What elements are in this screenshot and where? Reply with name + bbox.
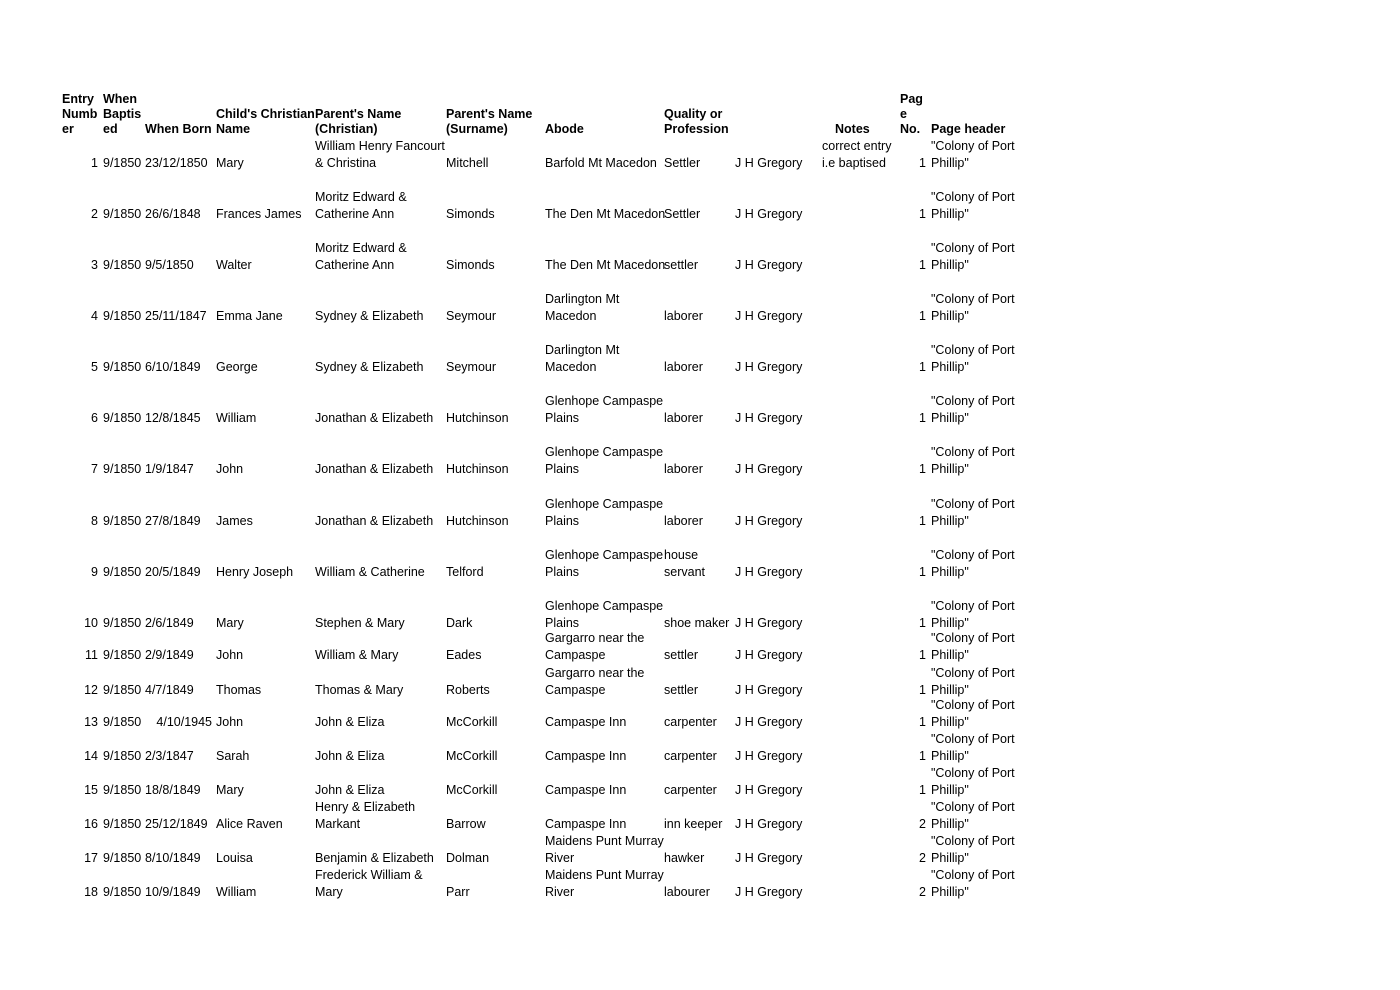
- abode-line: Darlington Mt: [545, 343, 620, 357]
- officiant: J H Gregory: [735, 683, 803, 697]
- page-number: 1: [919, 648, 926, 662]
- child-name: Walter: [216, 258, 252, 272]
- abode-line: Plains: [545, 462, 580, 476]
- header-parent-surname: Parent's Name (Surname): [446, 107, 533, 136]
- page-header-line: Phillip": [931, 411, 969, 425]
- entry-number: 18: [84, 885, 98, 899]
- page-number: 1: [919, 156, 926, 170]
- baptised-date: 9/1850: [103, 616, 142, 630]
- child-name: Louisa: [216, 851, 253, 865]
- abode-line: River: [545, 885, 575, 899]
- quality-line: laborer: [664, 360, 703, 374]
- officiant: J H Gregory: [735, 749, 803, 763]
- page-header-line: "Colony of Port: [931, 190, 1015, 204]
- parent-christian-line: Jonathan & Elizabeth: [315, 514, 434, 528]
- page-header-line: "Colony of Port: [931, 766, 1015, 780]
- header-parent-christian: Parent's Name (Christian): [315, 107, 402, 136]
- header-page-no: Pag e No.: [900, 92, 923, 136]
- quality-line: settler: [664, 258, 699, 272]
- born-date: 18/8/1849: [145, 783, 201, 797]
- child-name: John: [216, 648, 244, 662]
- notes-line: correct entry: [822, 139, 892, 153]
- parent-surname: McCorkill: [446, 715, 498, 729]
- entry-number: 15: [84, 783, 98, 797]
- entry-number: 16: [84, 817, 98, 831]
- entry-number: 6: [91, 411, 98, 425]
- child-name: John: [216, 462, 244, 476]
- page-header-line: "Colony of Port: [931, 666, 1015, 680]
- entry-number: 11: [85, 648, 98, 662]
- baptised-date: 9/1850: [103, 565, 142, 579]
- page-header-line: Phillip": [931, 156, 969, 170]
- abode-line: Maidens Punt Murray: [545, 868, 664, 882]
- parent-surname: Telford: [446, 565, 484, 579]
- officiant: J H Gregory: [735, 462, 803, 476]
- page-header-line: "Colony of Port: [931, 241, 1015, 255]
- child-name: Mary: [216, 616, 244, 630]
- parent-surname: Barrow: [446, 817, 486, 831]
- officiant: J H Gregory: [735, 565, 803, 579]
- page-header-line: "Colony of Port: [931, 599, 1015, 613]
- abode-line: Campaspe: [545, 648, 606, 662]
- abode-line: Barfold Mt Macedon: [545, 156, 657, 170]
- parent-christian-line: Markant: [315, 817, 361, 831]
- page-header-line: Phillip": [931, 258, 969, 272]
- child-name: Alice Raven: [216, 817, 283, 831]
- page-header-line: "Colony of Port: [931, 548, 1015, 562]
- page-header-line: "Colony of Port: [931, 445, 1015, 459]
- page-header-line: Phillip": [931, 514, 969, 528]
- born-date: 27/8/1849: [145, 514, 201, 528]
- parent-christian-line: John & Eliza: [315, 749, 385, 763]
- baptised-date: 9/1850: [103, 648, 142, 662]
- born-date: 2/9/1849: [145, 648, 194, 662]
- page-header-line: Phillip": [931, 462, 969, 476]
- parent-surname: Dark: [446, 616, 473, 630]
- page-number: 1: [919, 360, 926, 374]
- baptised-date: 9/1850: [103, 462, 142, 476]
- parent-christian-line: Frederick William &: [315, 868, 423, 882]
- abode-line: Glenhope Campaspe: [545, 599, 664, 613]
- officiant: J H Gregory: [735, 851, 803, 865]
- abode-line: The Den Mt Macedon: [545, 207, 666, 221]
- parent-christian-line: Moritz Edward &: [315, 241, 407, 255]
- child-name: James: [216, 514, 253, 528]
- born-date: 25/11/1847: [145, 309, 207, 323]
- officiant: J H Gregory: [735, 360, 803, 374]
- header-entry: Entry Numb er: [62, 92, 98, 136]
- parent-surname: Seymour: [446, 360, 497, 374]
- born-date: 2/6/1849: [145, 616, 194, 630]
- born-date: 6/10/1849: [145, 360, 201, 374]
- baptised-date: 9/1850: [103, 258, 142, 272]
- parent-christian-line: Benjamin & Elizabeth: [315, 851, 434, 865]
- header-child-name: Child's Christian Name: [216, 107, 315, 136]
- born-date: 9/5/1850: [145, 258, 194, 272]
- page-header-line: Phillip": [931, 851, 969, 865]
- parent-christian-line: Sydney & Elizabeth: [315, 309, 424, 323]
- officiant: J H Gregory: [735, 648, 803, 662]
- page-header-line: Phillip": [931, 783, 969, 797]
- entry-number: 2: [91, 207, 98, 221]
- parent-surname: Eades: [446, 648, 482, 662]
- born-date: 23/12/1850: [145, 156, 208, 170]
- parent-christian-line: William & Mary: [315, 648, 399, 662]
- child-name: Thomas: [216, 683, 262, 697]
- page-header-line: "Colony of Port: [931, 139, 1015, 153]
- parent-christian-line: Catherine Ann: [315, 258, 395, 272]
- page-header-line: "Colony of Port: [931, 292, 1015, 306]
- entry-number: 4: [91, 309, 98, 323]
- abode-line: Darlington Mt: [545, 292, 620, 306]
- born-date: 1/9/1847: [145, 462, 194, 476]
- quality-line: settler: [664, 648, 699, 662]
- parent-surname: Simonds: [446, 258, 495, 272]
- born-date: 25/12/1849: [145, 817, 208, 831]
- page-number: 1: [919, 207, 926, 221]
- born-date: 26/6/1848: [145, 207, 201, 221]
- entry-number: 17: [84, 851, 98, 865]
- entry-number: 9: [91, 565, 98, 579]
- page-header-line: Phillip": [931, 683, 969, 697]
- page-header-line: Phillip": [931, 817, 969, 831]
- page-header-line: "Colony of Port: [931, 343, 1015, 357]
- header-page-header: Page header: [931, 122, 1006, 136]
- abode-line: Gargarro near the: [545, 666, 645, 680]
- abode-line: Plains: [545, 411, 580, 425]
- abode-line: Plains: [545, 565, 580, 579]
- page-header-line: Phillip": [931, 715, 969, 729]
- quality-line: Settler: [664, 207, 701, 221]
- header-notes: Notes: [835, 122, 870, 136]
- abode-line: Campaspe Inn: [545, 783, 627, 797]
- baptised-date: 9/1850: [103, 207, 142, 221]
- page-header-line: "Colony of Port: [931, 834, 1015, 848]
- born-date: 4/10/1945: [156, 715, 212, 729]
- parent-surname: Hutchinson: [446, 411, 509, 425]
- officiant: J H Gregory: [735, 817, 803, 831]
- abode-line: Macedon: [545, 309, 597, 323]
- baptised-date: 9/1850: [103, 683, 142, 697]
- page-number: 2: [919, 817, 926, 831]
- page-header-line: Phillip": [931, 360, 969, 374]
- header-abode: Abode: [545, 122, 584, 136]
- notes-line: i.e baptised: [822, 156, 886, 170]
- entry-number: 1: [91, 156, 98, 170]
- parent-christian-line: Thomas & Mary: [315, 683, 404, 697]
- officiant: J H Gregory: [735, 156, 803, 170]
- page-header-line: Phillip": [931, 207, 969, 221]
- parent-surname: Simonds: [446, 207, 495, 221]
- parent-surname: Seymour: [446, 309, 497, 323]
- parent-surname: McCorkill: [446, 749, 498, 763]
- entry-number: 12: [84, 683, 98, 697]
- parent-surname: Mitchell: [446, 156, 489, 170]
- child-name: William: [216, 885, 257, 899]
- page-number: 1: [919, 616, 926, 630]
- abode-line: Maidens Punt Murray: [545, 834, 664, 848]
- quality-line: inn keeper: [664, 817, 723, 831]
- born-date: 10/9/1849: [145, 885, 201, 899]
- parent-christian-line: Moritz Edward &: [315, 190, 407, 204]
- page-header-line: Phillip": [931, 565, 969, 579]
- quality-line: laborer: [664, 514, 703, 528]
- abode-line: River: [545, 851, 575, 865]
- page-header-line: Phillip": [931, 648, 969, 662]
- entry-number: 3: [91, 258, 98, 272]
- parent-christian-line: & Christina: [315, 156, 377, 170]
- baptised-date: 9/1850: [103, 783, 142, 797]
- abode-line: Macedon: [545, 360, 597, 374]
- baptised-date: 9/1850: [103, 360, 142, 374]
- quality-line: carpenter: [664, 749, 717, 763]
- born-date: 2/3/1847: [145, 749, 194, 763]
- page-number: 1: [919, 565, 926, 579]
- page-header-line: Phillip": [931, 749, 969, 763]
- entry-number: 10: [84, 616, 98, 630]
- officiant: J H Gregory: [735, 411, 803, 425]
- parent-christian-line: William Henry Fancourt: [315, 139, 445, 153]
- officiant: J H Gregory: [735, 258, 803, 272]
- child-name: Emma Jane: [216, 309, 283, 323]
- parent-christian-line: Jonathan & Elizabeth: [315, 411, 434, 425]
- page-number: 1: [919, 715, 926, 729]
- parent-christian-line: Jonathan & Elizabeth: [315, 462, 434, 476]
- page-header-line: "Colony of Port: [931, 800, 1015, 814]
- parent-christian-line: John & Eliza: [315, 783, 385, 797]
- officiant: J H Gregory: [735, 715, 803, 729]
- page-header-line: Phillip": [931, 616, 969, 630]
- abode-line: Campaspe Inn: [545, 715, 627, 729]
- parent-surname: Roberts: [446, 683, 490, 697]
- page-number: 1: [919, 683, 926, 697]
- child-name: John: [216, 715, 244, 729]
- page-number: 1: [919, 783, 926, 797]
- page-number: 1: [919, 309, 926, 323]
- entry-number: 7: [91, 462, 98, 476]
- parent-christian-line: William & Catherine: [315, 565, 425, 579]
- abode-line: Glenhope Campaspe: [545, 445, 664, 459]
- officiant: J H Gregory: [735, 207, 803, 221]
- baptised-date: 9/1850: [103, 156, 142, 170]
- abode-line: Gargarro near the: [545, 631, 645, 645]
- quality-line: house: [664, 548, 699, 562]
- parent-surname: Dolman: [446, 851, 490, 865]
- abode-line: Glenhope Campaspe: [545, 497, 664, 511]
- baptised-date: 9/1850: [103, 411, 142, 425]
- child-name: Mary: [216, 783, 244, 797]
- abode-line: Campaspe Inn: [545, 749, 627, 763]
- quality-line: servant: [664, 565, 705, 579]
- officiant: J H Gregory: [735, 309, 803, 323]
- header-quality: Quality or Profession: [664, 107, 729, 136]
- page-header-line: Phillip": [931, 885, 969, 899]
- baptised-date: 9/1850: [103, 851, 142, 865]
- entry-number: 13: [84, 715, 98, 729]
- born-date: 4/7/1849: [145, 683, 194, 697]
- baptised-date: 9/1850: [103, 885, 142, 899]
- parent-christian-line: Sydney & Elizabeth: [315, 360, 424, 374]
- parent-christian-line: Stephen & Mary: [315, 616, 405, 630]
- page-number: 2: [919, 851, 926, 865]
- page-number: 1: [919, 749, 926, 763]
- parent-surname: McCorkill: [446, 783, 498, 797]
- page-header-line: "Colony of Port: [931, 698, 1015, 712]
- page-header-line: "Colony of Port: [931, 732, 1015, 746]
- quality-line: shoe maker: [664, 616, 730, 630]
- page-number: 2: [919, 885, 926, 899]
- quality-line: hawker: [664, 851, 705, 865]
- parent-christian-line: Catherine Ann: [315, 207, 395, 221]
- born-date: 20/5/1849: [145, 565, 201, 579]
- parent-surname: Hutchinson: [446, 462, 509, 476]
- child-name: George: [216, 360, 258, 374]
- abode-line: Glenhope Campaspe: [545, 394, 664, 408]
- abode-line: The Den Mt Macedon: [545, 258, 666, 272]
- officiant: J H Gregory: [735, 616, 803, 630]
- quality-line: laborer: [664, 309, 703, 323]
- page-header-line: "Colony of Port: [931, 868, 1015, 882]
- quality-line: Settler: [664, 156, 701, 170]
- quality-line: labourer: [664, 885, 710, 899]
- page-header-line: "Colony of Port: [931, 497, 1015, 511]
- born-date: 12/8/1845: [145, 411, 201, 425]
- page-header-line: Phillip": [931, 309, 969, 323]
- quality-line: laborer: [664, 411, 703, 425]
- quality-line: carpenter: [664, 783, 717, 797]
- page-number: 1: [919, 411, 926, 425]
- baptised-date: 9/1850: [103, 749, 142, 763]
- page-header-line: "Colony of Port: [931, 394, 1015, 408]
- baptised-date: 9/1850: [103, 309, 142, 323]
- page-number: 1: [919, 258, 926, 272]
- abode-line: Glenhope Campaspe: [545, 548, 664, 562]
- baptised-date: 9/1850: [103, 817, 142, 831]
- page-header-line: "Colony of Port: [931, 631, 1015, 645]
- born-date: 8/10/1849: [145, 851, 201, 865]
- child-name: Sarah: [216, 749, 250, 763]
- abode-line: Campaspe: [545, 683, 606, 697]
- entry-number: 5: [91, 360, 98, 374]
- entry-number: 8: [91, 514, 98, 528]
- child-name: Henry Joseph: [216, 565, 294, 579]
- entry-number: 14: [84, 749, 98, 763]
- parent-christian-line: Henry & Elizabeth: [315, 800, 416, 814]
- page-number: 1: [919, 514, 926, 528]
- abode-line: Plains: [545, 616, 580, 630]
- header-born: When Born: [145, 122, 212, 136]
- parent-christian-line: John & Eliza: [315, 715, 385, 729]
- abode-line: Plains: [545, 514, 580, 528]
- baptised-date: 9/1850: [103, 715, 142, 729]
- officiant: J H Gregory: [735, 783, 803, 797]
- quality-line: laborer: [664, 462, 703, 476]
- quality-line: carpenter: [664, 715, 717, 729]
- page-number: 1: [919, 462, 926, 476]
- child-name: Mary: [216, 156, 244, 170]
- parent-christian-line: Mary: [315, 885, 343, 899]
- header-baptised: When Baptis ed: [103, 92, 142, 136]
- parent-surname: Parr: [446, 885, 470, 899]
- quality-line: settler: [664, 683, 699, 697]
- abode-line: Campaspe Inn: [545, 817, 627, 831]
- officiant: J H Gregory: [735, 885, 803, 899]
- child-name: Frances James: [216, 207, 302, 221]
- officiant: J H Gregory: [735, 514, 803, 528]
- parent-surname: Hutchinson: [446, 514, 509, 528]
- child-name: William: [216, 411, 257, 425]
- baptised-date: 9/1850: [103, 514, 142, 528]
